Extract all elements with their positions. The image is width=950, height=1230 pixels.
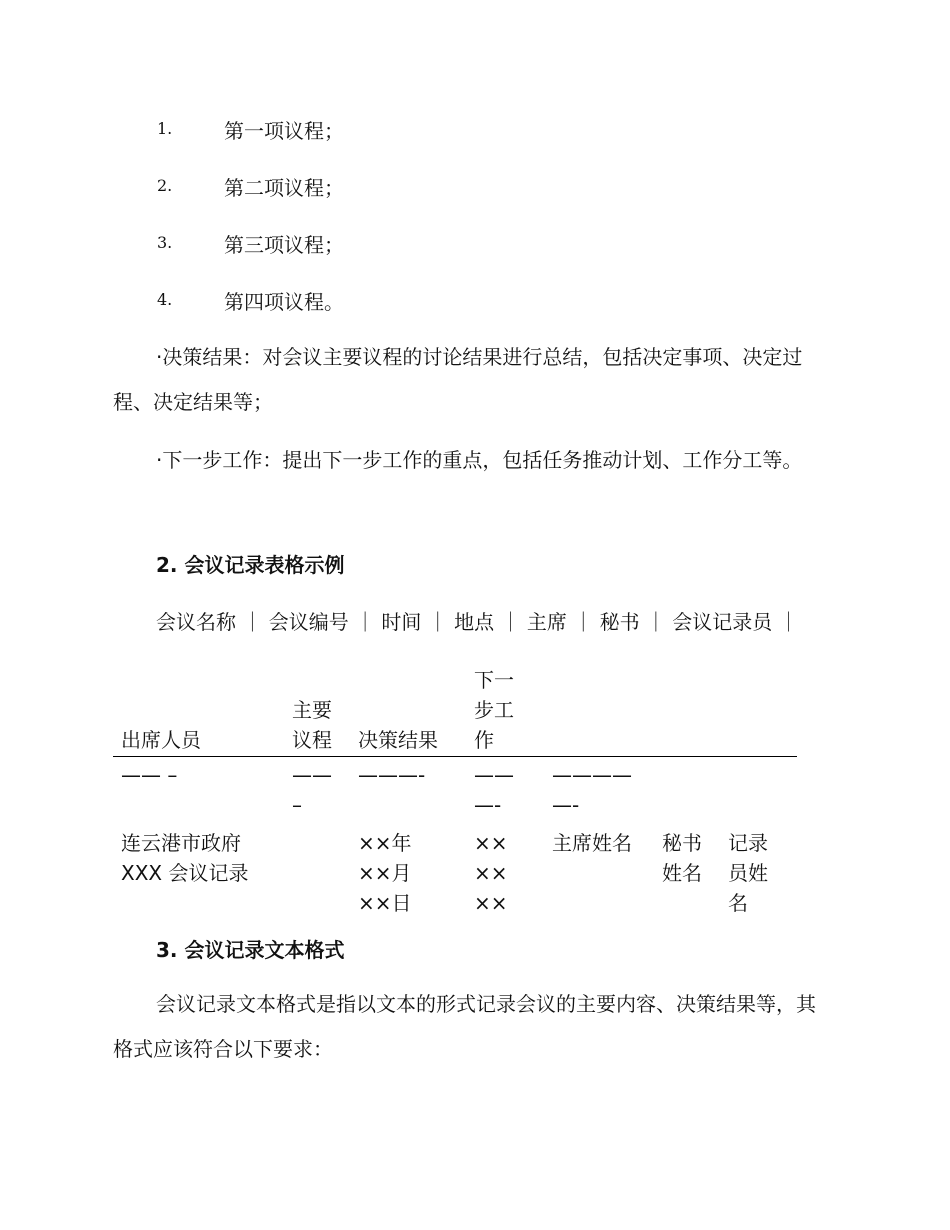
agenda-item-1: 第一项议程； [224, 119, 344, 143]
cell-meeting-name: 连云港市政府 XXX 会议记录 [121, 831, 249, 885]
cell-secretary-name: 秘书 姓名 [662, 831, 702, 885]
header-next-step: 下一 步工 作 [474, 668, 514, 752]
separator-1: —— – [121, 763, 178, 787]
separator-5: ———— —- [552, 763, 632, 817]
cell-recorder-name: 记录 员姓 名 [728, 831, 768, 915]
section-3-heading: 3. 会议记录文本格式 [156, 938, 345, 962]
agenda-item-3: 第三项议程； [224, 233, 344, 257]
separator-4: —— —- [474, 763, 514, 817]
agenda-item-2: 第二项议程； [224, 176, 344, 200]
section-2-heading: 2. 会议记录表格示例 [156, 553, 345, 577]
section-3-paragraph: 会议记录文本格式是指以文本的形式记录会议的主要内容、决策结果等，其格式应该符合以下要求： [113, 992, 816, 1061]
decision-result-paragraph: ·决策结果：对会议主要议程的讨论结果进行总结，包括决定事项、决定过程、决定结果等； [113, 345, 803, 414]
next-step-paragraph: ·下一步工作：提出下一步工作的重点，包括任务推动计划、工作分工等。 [156, 448, 803, 472]
agenda-number-3: 3. [157, 233, 173, 252]
cell-placeholder: ×× ×× ×× [474, 831, 508, 915]
table-fields-line: 会议名称 ｜ 会议编号 ｜ 时间 ｜ 地点 ｜ 主席 ｜ 秘书 ｜ 会议记录员 ｜ [156, 610, 799, 634]
agenda-number-4: 4. [157, 290, 173, 309]
header-main-agenda: 主要 议程 [292, 698, 332, 752]
agenda-number-2: 2. [157, 176, 173, 195]
header-attendees: 出席人员 [121, 728, 201, 752]
cell-chair-name: 主席姓名 [552, 831, 632, 855]
agenda-number-1: 1. [157, 119, 173, 138]
header-decision-result: 决策结果 [358, 728, 438, 752]
table-header-rule [113, 756, 797, 757]
cell-date: ××年 ××月 ××日 [358, 831, 412, 915]
separator-2: —— – [292, 763, 332, 817]
separator-3: ———- [358, 763, 426, 787]
agenda-item-4: 第四项议程。 [224, 290, 344, 314]
